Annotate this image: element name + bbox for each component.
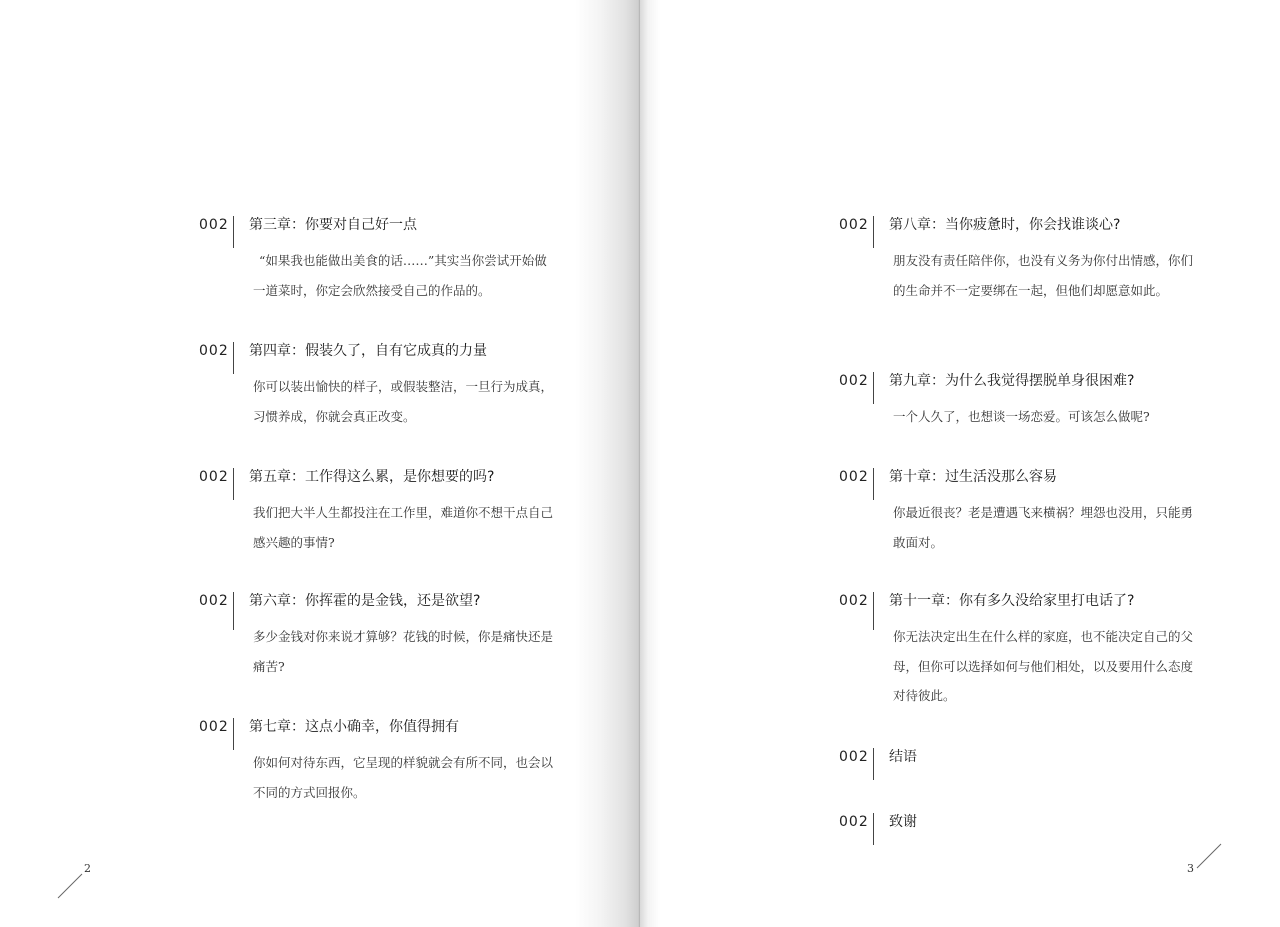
page-number: 2 bbox=[84, 862, 91, 875]
toc-chapter-title: 第三章：你要对自己好一点 bbox=[249, 217, 417, 233]
divider-line bbox=[873, 372, 874, 404]
toc-page-number: 002 bbox=[839, 814, 869, 830]
toc-chapter-title: 第五章：工作得这么累，是你想要的吗? bbox=[249, 469, 495, 485]
toc-page-number: 002 bbox=[199, 343, 229, 359]
toc-page-number: 002 bbox=[199, 217, 229, 233]
divider-line bbox=[233, 468, 234, 500]
page-number: 3 bbox=[1187, 862, 1194, 875]
toc-chapter-title: 第四章：假装久了，自有它成真的力量 bbox=[249, 343, 487, 359]
toc-page-number: 002 bbox=[199, 593, 229, 609]
toc-chapter-title: 第六章：你挥霍的是金钱，还是欲望? bbox=[249, 593, 481, 609]
divider-line bbox=[233, 718, 234, 750]
divider-line bbox=[873, 748, 874, 780]
corner-diagonal-decoration bbox=[1195, 842, 1225, 870]
corner-diagonal-decoration bbox=[56, 872, 86, 900]
divider-line bbox=[233, 592, 234, 630]
toc-chapter-summary: 你可以装出愉快的样子，或假装整洁，一旦行为成真，习惯养成，你就会真正改变。 bbox=[253, 379, 554, 424]
toc-chapter-title: 第九章：为什么我觉得摆脱单身很困难? bbox=[889, 373, 1135, 389]
right-page bbox=[640, 0, 1280, 927]
toc-chapter-title: 第十章：过生活没那么容易 bbox=[889, 469, 1057, 485]
toc-page-number: 002 bbox=[839, 217, 869, 233]
toc-page-number: 002 bbox=[839, 593, 869, 609]
divider-line bbox=[873, 592, 874, 630]
divider-line bbox=[873, 216, 874, 248]
toc-page-number: 002 bbox=[839, 373, 869, 389]
toc-chapter-summary: 多少金钱对你来说才算够？花钱的时候，你是痛快还是痛苦? bbox=[253, 629, 554, 674]
divider-line bbox=[873, 813, 874, 845]
toc-chapter-title: 第八章：当你疲惫时，你会找谁谈心? bbox=[889, 217, 1121, 233]
toc-page-number: 002 bbox=[839, 469, 869, 485]
toc-chapter-summary: 一个人久了，也想谈一场恋爱。可该怎么做呢? bbox=[893, 409, 1150, 424]
toc-chapter-title: 结语 bbox=[889, 749, 917, 765]
toc-chapter-title: 致谢 bbox=[889, 814, 917, 830]
divider-line bbox=[233, 342, 234, 374]
divider-line bbox=[233, 216, 234, 248]
toc-page-number: 002 bbox=[199, 719, 229, 735]
toc-chapter-summary: “如果我也能做出美食的话……”其实当你尝试开始做一道菜时，你定会欣然接受自己的作品的。 bbox=[253, 253, 547, 298]
toc-chapter-title: 第七章：这点小确幸，你值得拥有 bbox=[249, 719, 459, 735]
toc-chapter-summary: 我们把大半人生都投注在工作里，难道你不想干点自己感兴趣的事情? bbox=[253, 505, 554, 550]
toc-chapter-summary: 你如何对待东西，它呈现的样貌就会有所不同，也会以不同的方式回报你。 bbox=[253, 755, 554, 800]
toc-page-number: 002 bbox=[199, 469, 229, 485]
toc-chapter-summary: 你最近很丧？老是遭遇飞来横祸？埋怨也没用，只能勇敢面对。 bbox=[893, 505, 1194, 550]
toc-chapter-title: 第十一章：你有多久没给家里打电话了? bbox=[889, 593, 1135, 609]
divider-line bbox=[873, 468, 874, 500]
toc-page-number: 002 bbox=[839, 749, 869, 765]
toc-chapter-summary: 朋友没有责任陪伴你，也没有义务为你付出情感，你们的生命并不一定要绑在一起，但他们却愿意如此。 bbox=[893, 253, 1194, 298]
toc-chapter-summary: 你无法决定出生在什么样的家庭，也不能决定自己的父母，但你可以选择如何与他们相处，以及要用什么态度对待彼此。 bbox=[893, 629, 1194, 703]
